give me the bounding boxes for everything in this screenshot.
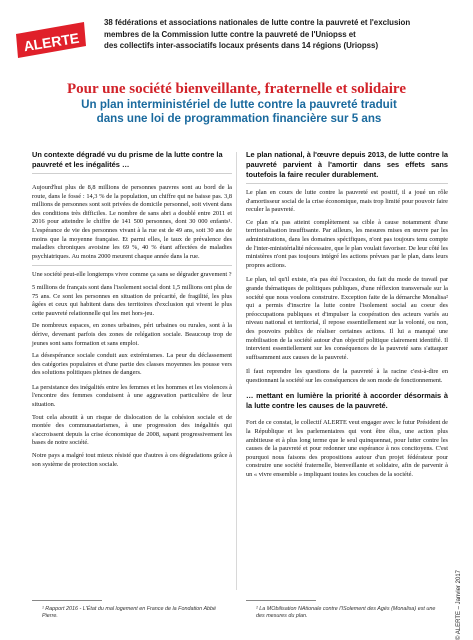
paragraph: La désespérance sociale conduit aux extrémismes. La peur du déclassement des catégories populaires et d'une partie des classes moyennes les pousse vers des solutions politiques pleines de dangers. — [32, 352, 232, 377]
heading-divider — [246, 183, 448, 184]
paragraph: Fort de ce constat, le collectif ALERTE veut engager avec le futur Président de la République et les parlementaires qui vont être élus, une action plus ambitieuse et à plus long terme que le seul quinquennat, pour lutter contre les causes de la pauvreté et pour redonner une espérance à nos concitoyens. C'est pourquoi nous faisons des propositions autour d'un projet fédérateur pour construire une société fraternelle, bienveillante et solidaire, afin de parvenir à un « vivre ensemble » impliquant toutes les couches de la société. — [246, 419, 448, 479]
logo-text: ALERTE — [22, 29, 81, 55]
paragraph: Il faut reprendre les questions de la pauvreté à la racine c'est-à-dire en questionnant la société sur les conséquences de son mode de fonctionnement. — [246, 368, 448, 384]
footnote-right: ² La MObilisation NAtionale contre l'ISolement des Agés (Monalisa) est une des mesures du plan. — [256, 606, 436, 619]
footnote-rule-left — [32, 600, 102, 601]
paragraph: Ce plan n'a pas atteint complètement sa cible à cause notamment d'une territorialisation insuffisante. Par ailleurs, les mesures mises en œuvre par les administrations, dans les domaines spécifiques, n'ont pas toujours tenu compte de l'inter-ministérialité nécessaire, que le plan voulait favoriser. De leur côté les ministères n'ont pas toujours intégré les actions prévues par le plan, dans leurs propres actions. — [246, 218, 448, 269]
left-column — [32, 150, 232, 473]
alerte-logo — [14, 20, 88, 60]
paragraph: 5 millions de français sont dans l'isolement social dont 1,5 millions ont plus de 75 ans. Ce sont les personnes en situation de précarité, de fragilité, les plus âgées et ceux qui habitent dans des territoires d'exclusion qui vivent le plus cette pauvreté relationnelle qui les met hors-jeu. — [32, 283, 232, 317]
paragraph: Aujourd'hui plus de 8,8 millions de personnes pauvres sont au bord de la route, dans le fossé : 14,3 % de la population, un chiffre qui ne baisse pas. 3,8 millions de personnes sont soit privées de domicile personnel, soit vivent dans des conditions très difficiles. Le nombre de sans abri a doublé entre 2011 et 2016 pour atteindre le chiffre de 141 500 personnes, dont 30 000 enfants¹. L'espérance de vie des personnes vivant à la rue est de 49 ans, soit 30 ans de moins que la moyenne française. Et parmi elles, le taux de prévalence des maladies chroniques avoisine les 69 %, 40 % étant affectées de maladies psychiatriques. Au moins 2000 meurent chaque année dans la rue. — [32, 184, 232, 260]
paragraph: Le plan en cours de lutte contre la pauvreté est positif, il a joué un rôle d'amortisseur social de la crise économique, mais trop limité pour pouvoir faire reculer la pauvreté. — [246, 189, 448, 214]
paragraph: Le plan, tel qu'il existe, n'a pas été l'occasion, du fait du mode de travail par grande thématiques de politiques publiques, d'une réflexion transversale sur la société que nous voulons construire. Exception faite de la démarche Monalisa² qui a permis d'inscrire la lutte contre l'isolement social au coeur des préoccupations publiques et d'impulser la coopération des acteurs variés au niveau national et territorial, il repose essentiellement sur la volonté, ou non, des pouvoirs publics de réaliser certaines actions. Il lui a manqué une mobilisation de la société autour d'un objectif politique clairement identifié. Il intervient essentiellement sur les conséquences de la pauvreté sans s'attaquer suffisamment aux causes de la pauvreté. — [246, 276, 448, 361]
right-column — [246, 150, 448, 484]
organization-description — [104, 17, 464, 52]
footnote-left: ¹ Rapport 2016 - L'État du mal logement en France de la Fondation Abbé Pierre. — [42, 606, 217, 619]
paragraph: Une société peut-elle longtemps vivre comme ça sans se dégrader gravement ? — [32, 271, 232, 279]
subtitle-line: dans une loi de programmation financière sur 5 ans — [96, 112, 382, 125]
footnote-rule-right — [246, 600, 316, 601]
org-line: des collectifs inter-associatifs locaux présents dans 14 régions (Uriopss) — [104, 41, 379, 50]
page-subtitle — [44, 98, 434, 126]
paragraph: Tout cela aboutit à un risque de dislocation de la cohésion sociale et de montée des communautarismes, à une progression des inégalités qui s'accroissent depuis la crise économique de 2008, sapant progressivement les bases de notre société. — [32, 413, 232, 447]
org-line: membres de la Commission lutte contre la pauvreté de l'Uniopss et — [104, 29, 356, 39]
page-title: Pour une société bienveillante, fraternelle et solidaire — [67, 81, 406, 97]
subtitle-line: Un plan interministériel de lutte contre la pauvreté traduit — [81, 98, 397, 111]
paragraph: La persistance des inégalités entre les femmes et les hommes et les violences à l'encontre des femmes conduisent à une aggravation particulière de leur situation. — [32, 383, 232, 409]
column-divider — [236, 152, 237, 590]
alerte-logo-graphic — [14, 20, 88, 60]
right-heading-1: Le plan national, à l'œuvre depuis 2013, de lutte contre la pauvreté parvient à l'amortir dans ses effets sans toutefois la faire reculer durablement. — [246, 150, 448, 179]
paragraph: Notre pays a malgré tout mieux résisté que d'autres à ces dégradations grâce à son système de protection sociale. — [32, 452, 232, 468]
copyright-credit: © ALERTE – Janvier 2017 — [456, 569, 462, 640]
org-line: 38 fédérations et associations nationales de lutte contre la pauvreté et l'exclusion — [104, 18, 411, 27]
right-heading-2: … mettant en lumière la priorité à accorder désormais à la lutte contre les causes de la pauvreté. — [246, 391, 448, 411]
paragraph-divider — [32, 265, 232, 266]
paragraph: De nombreux espaces, en zones urbaines, péri urbaines ou rurales, sont à la dérive, devenant parfois des zones de relégation sociale. Beaucoup trop de jeunes sont sans formation et sans emploi. — [32, 322, 232, 347]
left-heading: Un contexte dégradé vu du prisme de la lutte contre la pauvreté et les inégalités … — [32, 150, 232, 174]
